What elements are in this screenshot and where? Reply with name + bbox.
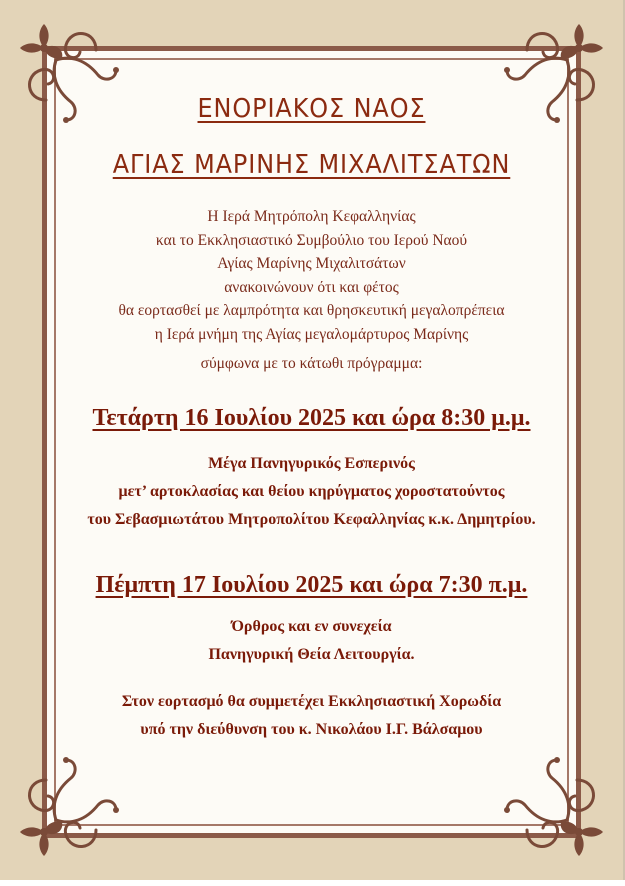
event-2-line: Πανηγυρική Θεία Λειτουργία.: [208, 646, 415, 663]
title-line-1: ΕΝΟΡΙΑΚΟΣ ΝΑΟΣ: [197, 94, 426, 124]
event-1-line: του Σεβασμιωτάτου Μητροπολίτου Κεφαλληνίας κ.κ. Δημητρίου.: [87, 511, 536, 528]
title-line-2: ΑΓΙΑΣ ΜΑΡΙΝΗΣ ΜΙΧΑΛΙΤΣΑΤΩΝ: [112, 150, 511, 180]
event-1-line: Μέγα Πανηγυρικός Εσπερινός: [208, 455, 415, 472]
corner-ornament-icon: [497, 750, 607, 860]
intro-line: Η Ιερά Μητρόπολη Κεφαλληνίας: [207, 208, 416, 225]
intro-line: Αγίας Μαρίνης Μιχαλιτσάτων: [217, 255, 406, 272]
intro-line: θα εορτασθεί με λαμπρότητα και θρησκευτική μεγαλοπρέπεια: [118, 302, 505, 319]
intro-line: σύμφωνα με το κάτωθι πρόγραμμα:: [200, 355, 423, 372]
corner-ornament-icon: [16, 750, 126, 860]
event-2-line: Όρθρος και εν συνεχεία: [231, 618, 392, 635]
event-2-date: Πέμπτη 17 Ιουλίου 2025 και ώρα 7:30 π.μ.: [95, 572, 528, 598]
event-2-description: [60, 613, 563, 669]
event-1-description: [60, 450, 563, 534]
choir-line: Στον εορτασμό θα συμμετέχει Εκκλησιαστική Χορωδία: [121, 693, 502, 710]
intro-line: η Ιερά μνήμη της Αγίας μεγαλομάρτυρος Μαρίνης: [154, 325, 469, 343]
intro-line: και το Εκκλησιαστικό Συμβούλιο του Ιερού Ναού: [155, 231, 468, 249]
intro-text: [60, 205, 563, 376]
choir-note: [60, 688, 563, 744]
choir-line: υπό την διεύθυνση του κ. Νικολάου Ι.Γ. Βάλσαμου: [140, 721, 483, 738]
event-1-line: μετ’ αρτοκλασίας και θείου κηρύγματος χοροστατούντος: [118, 483, 505, 500]
intro-line: ανακοινώνουν ότι και φέτος: [224, 278, 399, 296]
event-1-date: Τετάρτη 16 Ιουλίου 2025 και ώρα 8:30 μ.μ.: [92, 405, 531, 431]
